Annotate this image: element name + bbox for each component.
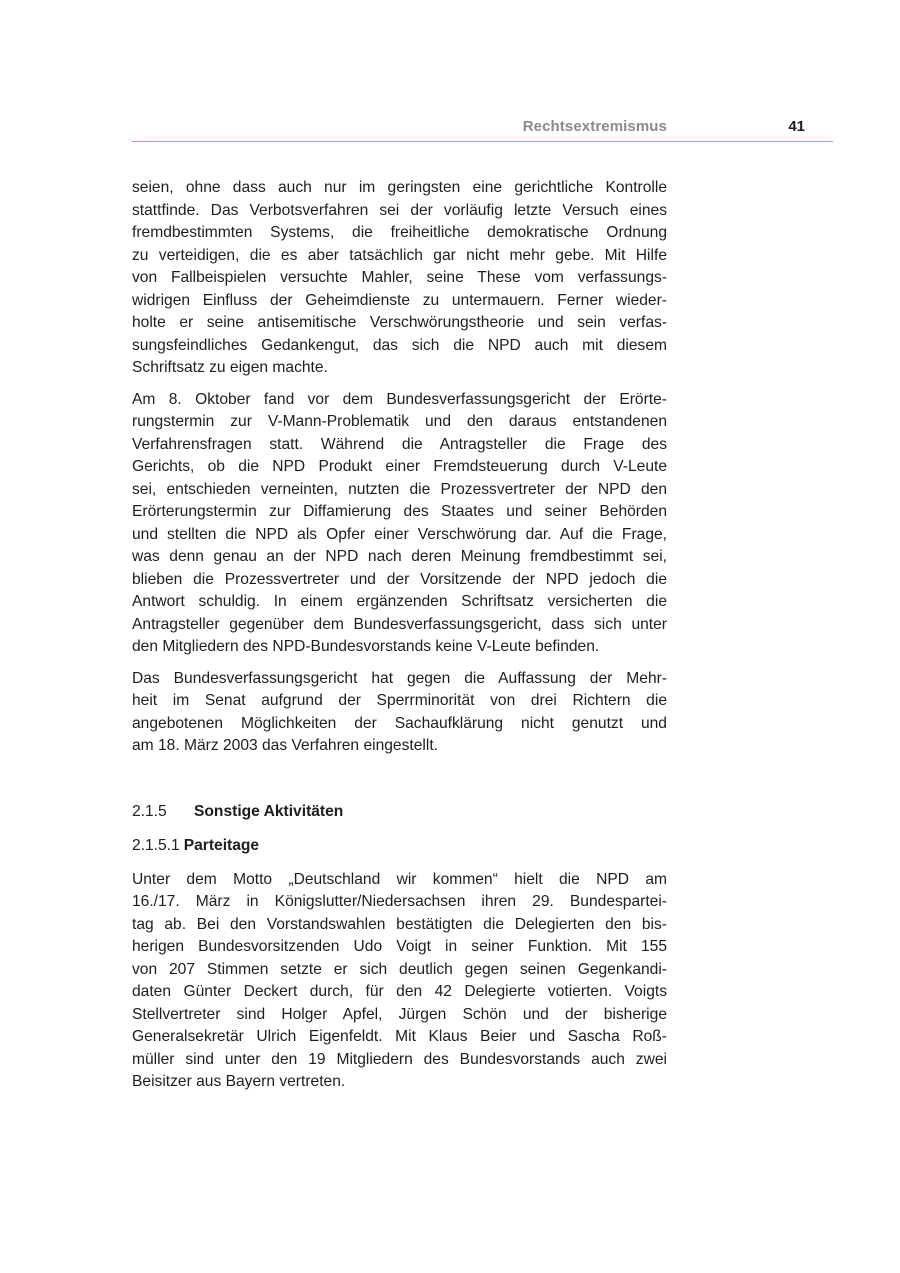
text-line: stattfinde. Das Verbotsverfahren sei der vorläufig letzte Versuch eines [132,201,667,219]
text-line: Schriftsatz zu eigen machte. [132,359,328,376]
paragraph-2 [132,389,667,659]
text-line: Unter dem Motto „Deutschland wir kommen“ hielt die NPD am [132,870,667,888]
text-line: daten Günter Deckert durch, für den 42 Delegierte votierten. Voigts [132,983,667,1000]
text-line: zu verteidigen, die es aber tatsächlich gar nicht mehr gebe. Mit Hilfe [132,246,667,264]
text-line: Am 8. Oktober fand vor dem Bundesverfassungsgericht der Erörte- [132,390,667,408]
text-line: fremdbestimmten Systems, die freiheitliche demokratische Ordnung [132,224,667,241]
text-line: Verfahrensfragen statt. Während die Antragsteller die Frage des [132,435,667,453]
page-body [132,177,667,1103]
text-line: rungstermin zur V-Mann-Problematik und den daraus entstandenen [132,413,667,430]
text-line: und stellten die NPD als Opfer einer Verschwörung dar. Auf die Frage, [132,525,667,543]
text-line: was denn genau an der NPD nach deren Meinung fremdbestimmt sei, [132,548,667,565]
text-line: angebotenen Möglichkeiten der Sachaufklärung nicht genutzt und [132,714,667,732]
text-line: Beisitzer aus Bayern vertreten. [132,1073,346,1090]
text-line: müller sind unter den 19 Mitgliedern des Bundesvorstands auch zwei [132,1050,667,1068]
text-line: Antwort schuldig. In einem ergänzenden Schriftsatz versicherten die [132,593,667,610]
section-number: 2.1.5 [132,802,167,820]
text-line: seien, ohne dass auch nur im geringsten eine gerichtliche Kontrolle [132,179,667,196]
running-header [132,118,833,142]
text-line: Antragsteller gegenüber dem Bundesverfassungsgericht, dass sich unter [132,615,667,633]
subsection-title: Parteitage [183,836,260,854]
paragraph-1 [132,177,667,380]
section-title: Sonstige Aktivitäten [194,802,344,820]
text-line: 16./17. März in Königslutter/Niedersachsen ihren 29. Bundespartei- [132,893,667,910]
text-line: von Fallbeispielen versuchte Mahler, seine These vom verfassungs- [132,269,667,286]
text-line: den Mitgliedern des NPD-Bundesvorstands keine V-Leute befinden. [132,638,600,655]
text-line: herigen Bundesvorsitzenden Udo Voigt in seiner Funktion. Mit 155 [132,938,667,955]
text-line: Das Bundesverfassungsgericht hat gegen die Auffassung der Mehr- [132,669,667,687]
text-line: Stellvertreter sind Holger Apfel, Jürgen Schön und der bisherige [132,1005,667,1023]
section-heading [132,801,667,823]
text-line: Erörterungstermin zur Diffamierung des Staates und seiner Behörden [132,503,667,520]
text-line: heit im Senat aufgrund der Sperrminorität von drei Richtern die [132,692,667,709]
text-line: Generalsekretär Ulrich Eigenfeldt. Mit Klaus Beier und Sascha Roß- [132,1028,667,1045]
text-line: von 207 Stimmen setzte er sich deutlich gegen seinen Gegenkandi- [132,960,667,978]
text-line: tag ab. Bei den Vorstandswahlen bestätigten die Delegierten den bis- [132,915,667,933]
text-line: sei, entschieden verneinten, nutzten die Prozessvertreter der NPD den [132,480,667,498]
text-line: widrigen Einfluss der Geheimdienste zu untermauern. Ferner wieder- [132,291,667,309]
subsection-number: 2.1.5.1 [132,836,180,854]
text-line: holte er seine antisemitische Verschwörungstheorie und sein verfas- [132,314,667,331]
text-line: blieben die Prozessvertreter und der Vorsitzende der NPD jedoch die [132,570,667,588]
page-number: 41 [788,118,805,135]
subsection-heading [132,835,667,857]
text-line: Gerichts, ob die NPD Produkt einer Fremdsteuerung durch V-Leute [132,458,667,475]
running-header-title: Rechtsextremismus [522,118,667,135]
text-line: sungsfeindliches Gedankengut, das sich die NPD auch mit diesem [132,336,667,354]
text-line: am 18. März 2003 das Verfahren eingestellt. [132,737,438,754]
paragraph-4 [132,869,667,1094]
paragraph-3 [132,668,667,758]
